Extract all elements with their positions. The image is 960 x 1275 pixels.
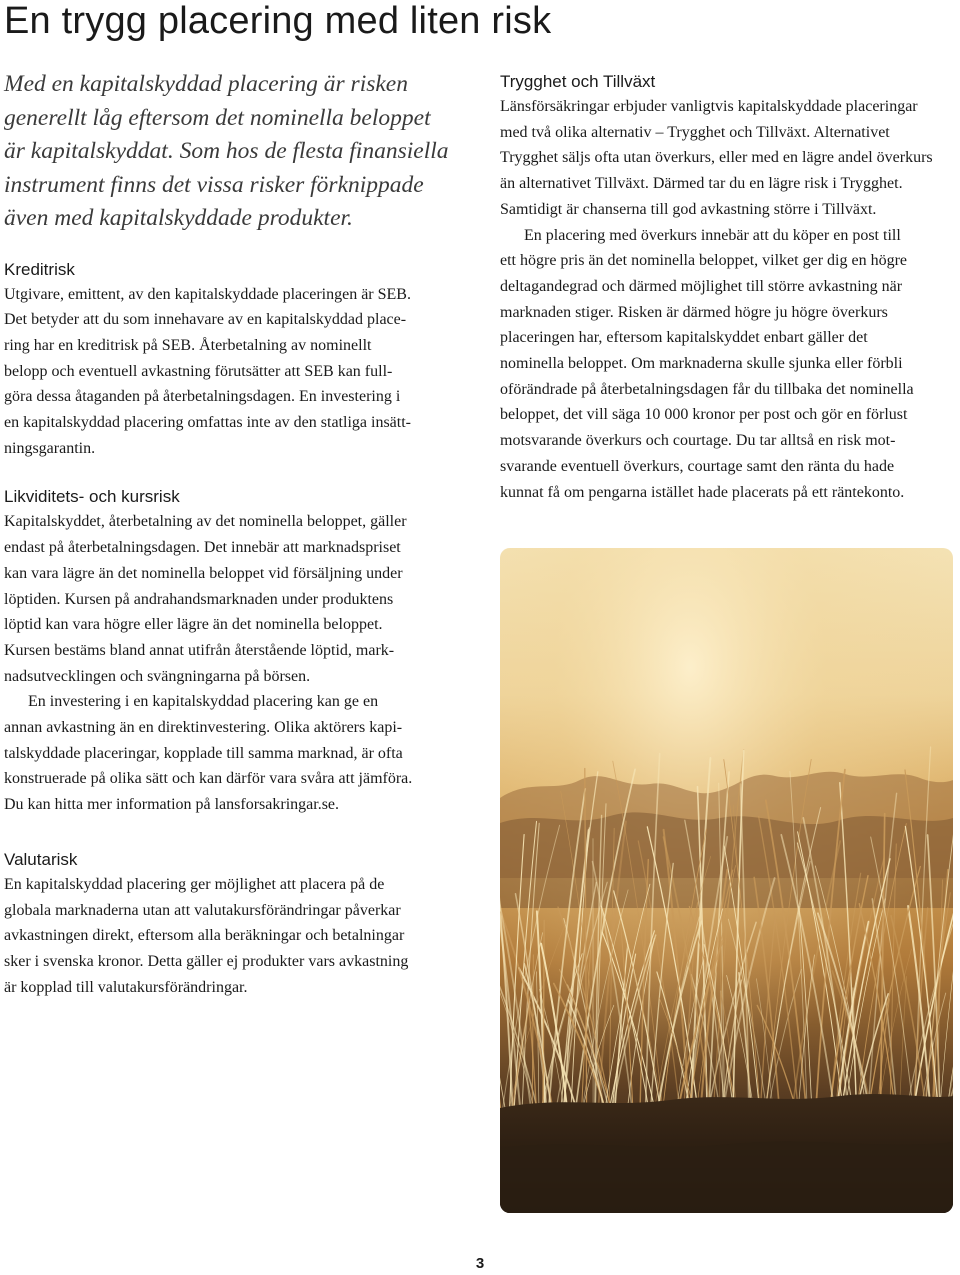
lead-line: är kapitalskyddat. Som hos de flesta finansiella: [4, 138, 449, 164]
text-line: Länsförsäkringar erbjuder vanligtvis kapitalskyddade placeringar: [500, 98, 918, 115]
text-line: marknaden stiger. Risken är därmed högre ju högre överkurs: [500, 303, 888, 321]
text-line: kan vara lägre än det nominella beloppet vid försäljning under: [4, 564, 403, 582]
text-line: en kapitalskyddad placering omfattas inte av den statliga insätt-: [4, 414, 411, 432]
text-line: svarande eventuell överkurs, courtage samt den ränta du hade: [500, 457, 895, 475]
frosted-grass-photo: [500, 548, 953, 1213]
text-line: En placering med överkurs innebär att du köper en post till: [524, 226, 901, 244]
text-line: Kursen bestäms bland annat utifrån återstående löptid, mark-: [4, 641, 395, 659]
text-line: ningsgarantin.: [4, 439, 96, 457]
lead-line: Med en kapitalskyddad placering är risken: [4, 71, 408, 97]
likviditet-paragraph-2: [4, 689, 464, 818]
text-line: annan avkastning än en direktinvestering. Olika aktörers kapi-: [4, 719, 403, 737]
trygghet-paragraph-2: [500, 223, 955, 506]
text-line: Kapitalskyddet, återbetalning av det nominella beloppet, gäller: [4, 513, 407, 531]
text-line: Trygghet säljs ofta utan överkurs, eller med en lägre andel överkurs: [500, 149, 933, 167]
page-number: 3: [475, 1255, 485, 1272]
lead-line: instrument finns det vissa risker förknippade: [4, 171, 424, 198]
text-line: placeringen har, eftersom kapitalskyddet enbart gäller det: [500, 329, 868, 347]
valutarisk-paragraph: [4, 872, 464, 1001]
text-line: ett högre pris än det nominella beloppet, vilket ger dig en högre: [500, 252, 907, 270]
trygghet-paragraph-1: [500, 94, 955, 223]
text-line: Utgivare, emittent, av den kapitalskyddade placeringen är SEB.: [4, 285, 411, 303]
text-line: Du kan hitta mer information på lansforsakringar.se.: [4, 796, 340, 814]
text-line: endast på återbetalningsdagen. Det innebär att marknadspriset: [4, 539, 401, 557]
text-line: globala marknaderna utan att valutakursförändringar påverkar: [4, 901, 401, 919]
text-line: löptiden. Kursen på andrahandsmarknaden under produktens: [4, 590, 394, 608]
page-title: En trygg placering med liten risk: [4, 0, 552, 42]
likviditet-paragraph-1: [4, 509, 464, 689]
kreditrisk-paragraph: [4, 282, 464, 462]
text-line: med två olika alternativ – Trygghet och Tillväxt. Alternativet: [500, 123, 890, 141]
text-line: motsvarande överkurs och courtage. Du tar alltså en risk mot-: [500, 432, 896, 450]
right-column: [500, 70, 955, 505]
text-line: kunnat få om pengarna istället hade placerats på ett räntekonto.: [500, 483, 905, 501]
kreditrisk-heading: Kreditrisk: [4, 259, 75, 279]
text-line: oförändrade på återbetalningsdagen får du tillbaka det nominella: [500, 380, 914, 398]
text-line: En investering i en kapitalskyddad placering kan ge en: [28, 693, 379, 711]
lead-line: även med kapitalskyddade produkter.: [4, 205, 353, 231]
text-line: nominella beloppet. Om marknaderna skulle sjunka eller förbli: [500, 355, 903, 373]
text-line: än alternativet Tillväxt. Därmed tar du en lägre risk i Trygghet.: [500, 175, 903, 193]
text-line: En kapitalskyddad placering ger möjlighet att placera på de: [4, 875, 385, 893]
text-line: sker i svenska kronor. Detta gäller ej produkter vars avkastning: [4, 952, 409, 970]
text-line: nadsutvecklingen och svängningarna på börsen.: [4, 667, 311, 685]
text-line: beloppet, det vill säga 10 000 kronor per post och gör en förlust: [500, 406, 908, 424]
text-line: konstruerade på olika sätt och kan därför vara svåra att jämföra.: [4, 770, 413, 788]
trygghet-heading: Trygghet och Tillväxt: [500, 72, 656, 91]
text-line: är kopplad till valutakursförändringar.: [4, 978, 248, 996]
text-line: avkastningen direkt, eftersom alla beräkningar och betalningar: [4, 927, 405, 945]
likviditet-heading: Likviditets- och kursrisk: [4, 487, 180, 507]
text-line: Samtidigt är chanserna till god avkastning större i Tillväxt.: [500, 200, 877, 218]
text-line: Det betyder att du som innehavare av en kapitalskyddad place-: [4, 311, 407, 329]
lead-paragraph: [4, 68, 464, 236]
text-line: ring har en kreditrisk på SEB. Återbetalning av nominellt: [4, 336, 372, 354]
text-line: göra dessa åtaganden på återbetalningsdagen. En investering i: [4, 388, 401, 406]
lead-line: generellt låg eftersom det nominella beloppet: [4, 104, 431, 131]
valutarisk-heading: Valutarisk: [4, 849, 78, 869]
left-column: [4, 68, 464, 1000]
text-line: löptid kan vara högre eller lägre än det nominella beloppet.: [4, 616, 383, 634]
text-line: belopp och eventuell avkastning förutsätter att SEB kan full-: [4, 362, 393, 380]
text-line: deltagandegrad och därmed möjlighet till större avkastning när: [500, 277, 903, 295]
text-line: talskyddade placeringar, kopplade till samma marknad, är ofta: [4, 744, 403, 762]
